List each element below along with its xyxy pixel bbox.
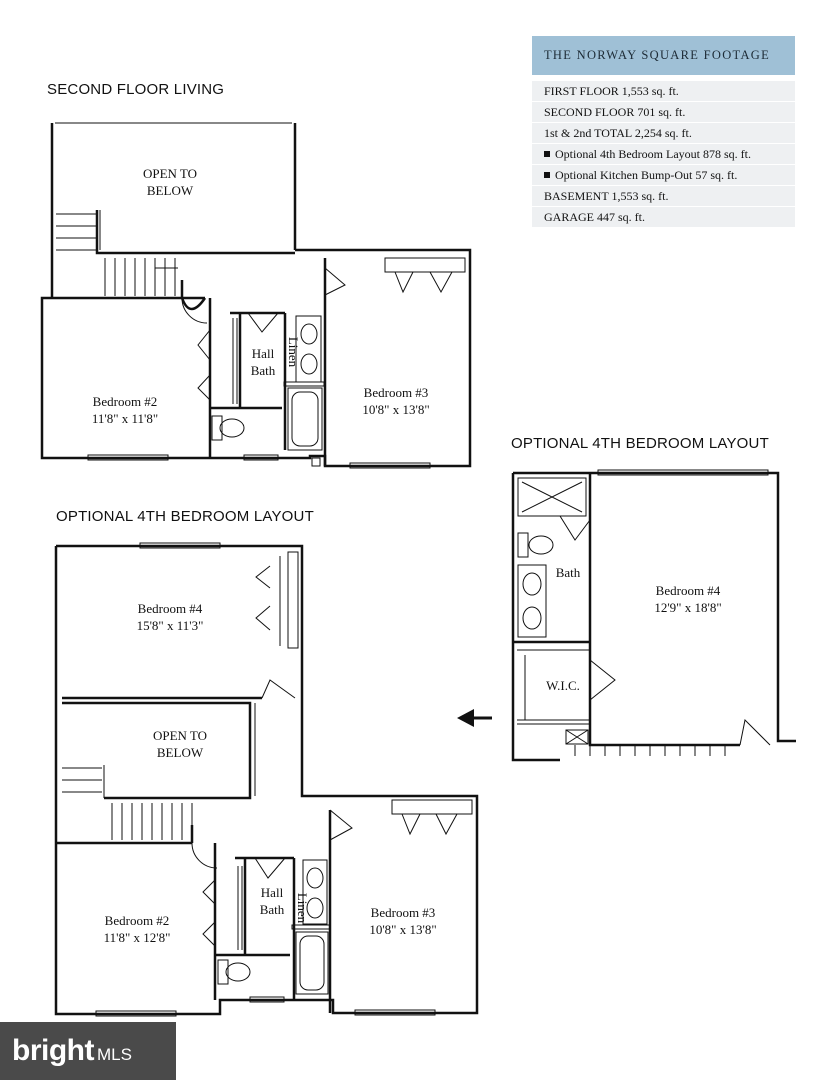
sqft-row-optional-kitchen: Optional Kitchen Bump-Out 57 sq. ft. xyxy=(532,165,795,186)
bedroom-4-size: 15'8" x 11'3" xyxy=(136,618,204,633)
bedroom-4-name: Bedroom #4 xyxy=(137,601,203,616)
open-to-below-label: OPEN TO xyxy=(142,166,198,181)
open-to-below-label: BELOW xyxy=(156,745,204,760)
sqft-row-first-floor: FIRST FLOOR 1,553 sq. ft. xyxy=(532,81,795,102)
linen-label: Linen xyxy=(295,892,310,924)
bedroom-2-size: 11'8" x 11'8" xyxy=(91,411,159,426)
bedroom-3-name: Bedroom #3 xyxy=(370,905,436,920)
hall-bath-label: Bath xyxy=(250,363,276,378)
bedroom-3-size: 10'8" x 13'8" xyxy=(369,922,437,937)
logo-brand-text: bright xyxy=(12,1034,94,1067)
wic-label: W.I.C. xyxy=(546,678,580,693)
logo-suffix-text: MLS xyxy=(96,1045,132,1064)
sqft-row-total: 1st & 2nd TOTAL 2,254 sq. ft. xyxy=(532,123,795,144)
bedroom-2-size: 11'8" x 12'8" xyxy=(103,930,171,945)
bedroom-3-size: 10'8" x 13'8" xyxy=(362,402,430,417)
hall-bath-label: Hall xyxy=(260,885,284,900)
open-to-below-label: BELOW xyxy=(146,183,194,198)
open-to-below-label: OPEN TO xyxy=(152,728,208,743)
square-footage-title: THE NORWAY SQUARE FOOTAGE xyxy=(532,36,795,75)
bedroom-3-name: Bedroom #3 xyxy=(363,385,429,400)
sqft-row-optional-bedroom: Optional 4th Bedroom Layout 878 sq. ft. xyxy=(532,144,795,165)
floor-plan-second-floor xyxy=(42,123,470,468)
bedroom-4-name: Bedroom #4 xyxy=(655,583,721,598)
hall-bath-label: Bath xyxy=(259,902,285,917)
second-floor-heading: SECOND FLOOR LIVING xyxy=(47,81,225,98)
floor-plan-optional-right xyxy=(513,470,796,760)
bedroom-2-name: Bedroom #2 xyxy=(104,913,170,928)
sqft-row-basement: BASEMENT 1,553 sq. ft. xyxy=(532,186,795,207)
hall-bath-label: Hall xyxy=(251,346,275,361)
linen-label: Linen xyxy=(286,336,301,368)
bath-label: Bath xyxy=(555,565,581,580)
left-arrow-icon xyxy=(457,709,492,727)
floor-plan-optional-bottom xyxy=(56,543,477,1016)
bedroom-2-name: Bedroom #2 xyxy=(92,394,158,409)
bright-mls-logo xyxy=(0,1022,176,1080)
sqft-row-garage: GARAGE 447 sq. ft. xyxy=(532,207,795,228)
optional-layout-bottom-heading: OPTIONAL 4TH BEDROOM LAYOUT xyxy=(56,508,314,525)
optional-layout-right-heading: OPTIONAL 4TH BEDROOM LAYOUT xyxy=(511,435,769,452)
sqft-row-second-floor: SECOND FLOOR 701 sq. ft. xyxy=(532,102,795,123)
bedroom-4-size: 12'9" x 18'8" xyxy=(654,600,722,615)
